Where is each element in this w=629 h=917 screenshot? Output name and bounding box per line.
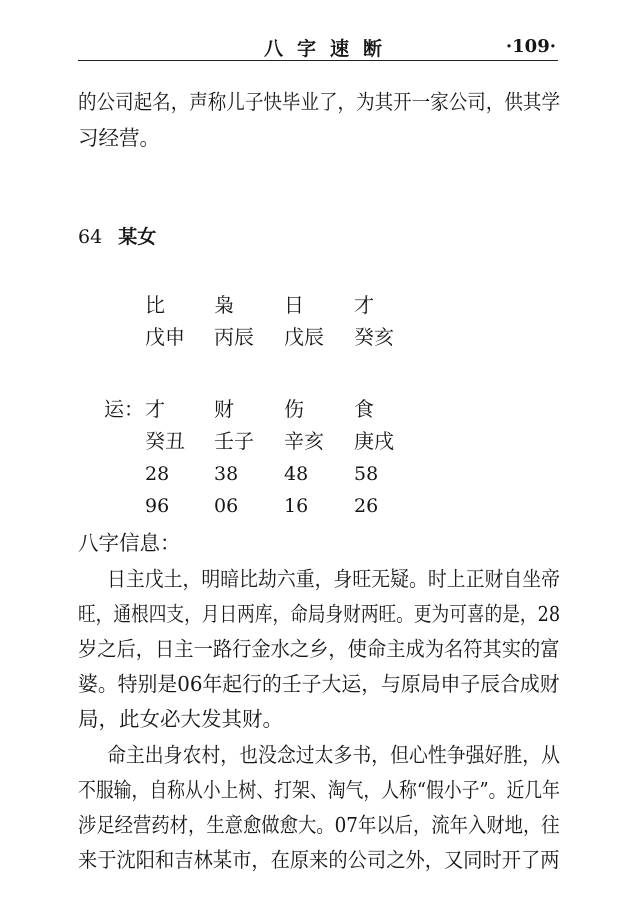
chart-god-hour: 才 [354,293,374,317]
body-line-1: 日主戊土，明暗比劫六重，身旺无疑。时上正财自坐帝 [107,567,560,591]
luck-pillar-1: 癸丑 [145,429,185,453]
body-line-9: 来于沈阳和吉林某市，在原来的公司之外，又同时开了两 [78,848,560,872]
chart-pillar-month: 丙辰 [214,325,254,349]
luck-age-4: 58 [354,463,379,485]
body-line-4: 婆。特别是06年起行的壬子大运，与原局申子辰合成财 [78,672,560,696]
chart-god-month: 枭 [214,293,234,317]
luck-god-2: 财 [214,397,234,421]
body-line-6: 命主出身农村，也没念过太多书，但心性争强好胜，从 [107,743,560,767]
luck-age-1: 28 [145,463,170,485]
luck-pillar-2: 壬子 [214,429,254,453]
luck-age-2: 38 [214,463,239,485]
luck-year-2: 06 [214,495,239,517]
luck-god-3: 伤 [284,397,304,421]
luck-pillar-3: 辛亥 [284,429,324,453]
luck-year-3: 16 [284,495,309,517]
luck-god-1: 才 [145,397,165,421]
chart-pillar-year: 戊申 [145,325,185,349]
luck-god-4: 食 [354,397,374,421]
info-label: 八字信息： [78,531,181,555]
luck-age-3: 48 [284,463,309,485]
body-line-7: 不服输，自称从小上树、打架、淘气，人称“假小子”。近几年 [78,778,560,802]
chart-pillar-day: 戊辰 [284,325,324,349]
running-header [78,30,558,61]
luck-year-1: 96 [145,495,170,517]
luck-pillar-4: 庚戌 [354,429,394,453]
case-title: 某女 [118,226,157,248]
chart-god-year: 比 [145,293,165,317]
intro-line-1: 的公司起名，声称儿子快毕业了，为其开一家公司，供其学 [78,90,560,114]
body-line-8: 涉足经营药材，生意愈做愈大。07年以后，流年入财地，往 [78,813,560,837]
body-line-2: 旺，通根四支，月日两库，命局身财两旺。更为可喜的是，28 [78,602,561,626]
chart-god-day: 日 [284,293,304,317]
intro-line-2: 习经营。 [78,126,160,150]
luck-year-4: 26 [354,495,379,517]
case-number: 64 [78,226,103,248]
book-title: 八字速断 [264,38,397,60]
chart-pillar-hour: 癸亥 [354,325,394,349]
case-heading [78,228,156,247]
luck-label: 运： [104,397,144,421]
body-line-3: 岁之后，日主一路行金水之乡，使命主成为名符其实的富 [78,637,560,661]
page-number: ·109· [505,36,556,57]
body-line-5: 局，此女必大发其财。 [78,707,283,731]
